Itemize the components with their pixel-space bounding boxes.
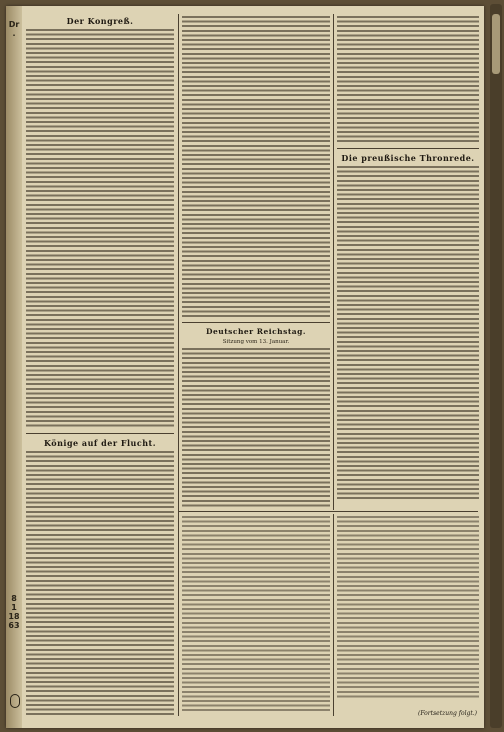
column-2-lower (182, 516, 330, 716)
article-subtitle-reichstag: Sitzung vom 13. Januar. (222, 339, 290, 345)
column-3 (337, 16, 479, 508)
article-title-kongress: Der Kongreß. (66, 16, 134, 26)
article-separator (26, 433, 174, 434)
newspaper-page (6, 6, 484, 728)
article-title-reichstag: Deutscher Reichstag. (205, 327, 307, 336)
column-rule-2 (333, 14, 334, 510)
article-body-col3-top (337, 16, 479, 144)
article-title-thronrede: Die preußische Thronrede. (341, 153, 475, 163)
continuation-note: (Fortsetzung folgt.) (418, 710, 477, 717)
article-title-koenige: Könige auf der Flucht. (43, 438, 157, 448)
column-3-lower (337, 516, 479, 716)
margin-mark-bottom: 8 1 18 63 (8, 594, 20, 630)
article-body-thronrede (337, 166, 479, 500)
column-rule-3 (333, 514, 334, 716)
article-body-reichstag (182, 348, 330, 508)
article-separator (182, 322, 330, 323)
article-body-kongress (26, 29, 174, 429)
clip-icon (10, 694, 20, 708)
column-1 (26, 16, 174, 716)
margin-mark-top: Dr. (8, 20, 20, 38)
section-rule (178, 511, 478, 512)
article-body-koenige (26, 451, 174, 716)
article-separator (337, 148, 479, 149)
column-rule-1 (178, 14, 179, 716)
vertical-scrollbar[interactable] (490, 4, 502, 728)
article-body-continued (182, 16, 330, 318)
feuilleton-body-right (337, 516, 479, 700)
scrollbar-thumb[interactable] (492, 14, 500, 74)
column-2 (182, 16, 330, 508)
feuilleton-body-left (182, 516, 330, 712)
